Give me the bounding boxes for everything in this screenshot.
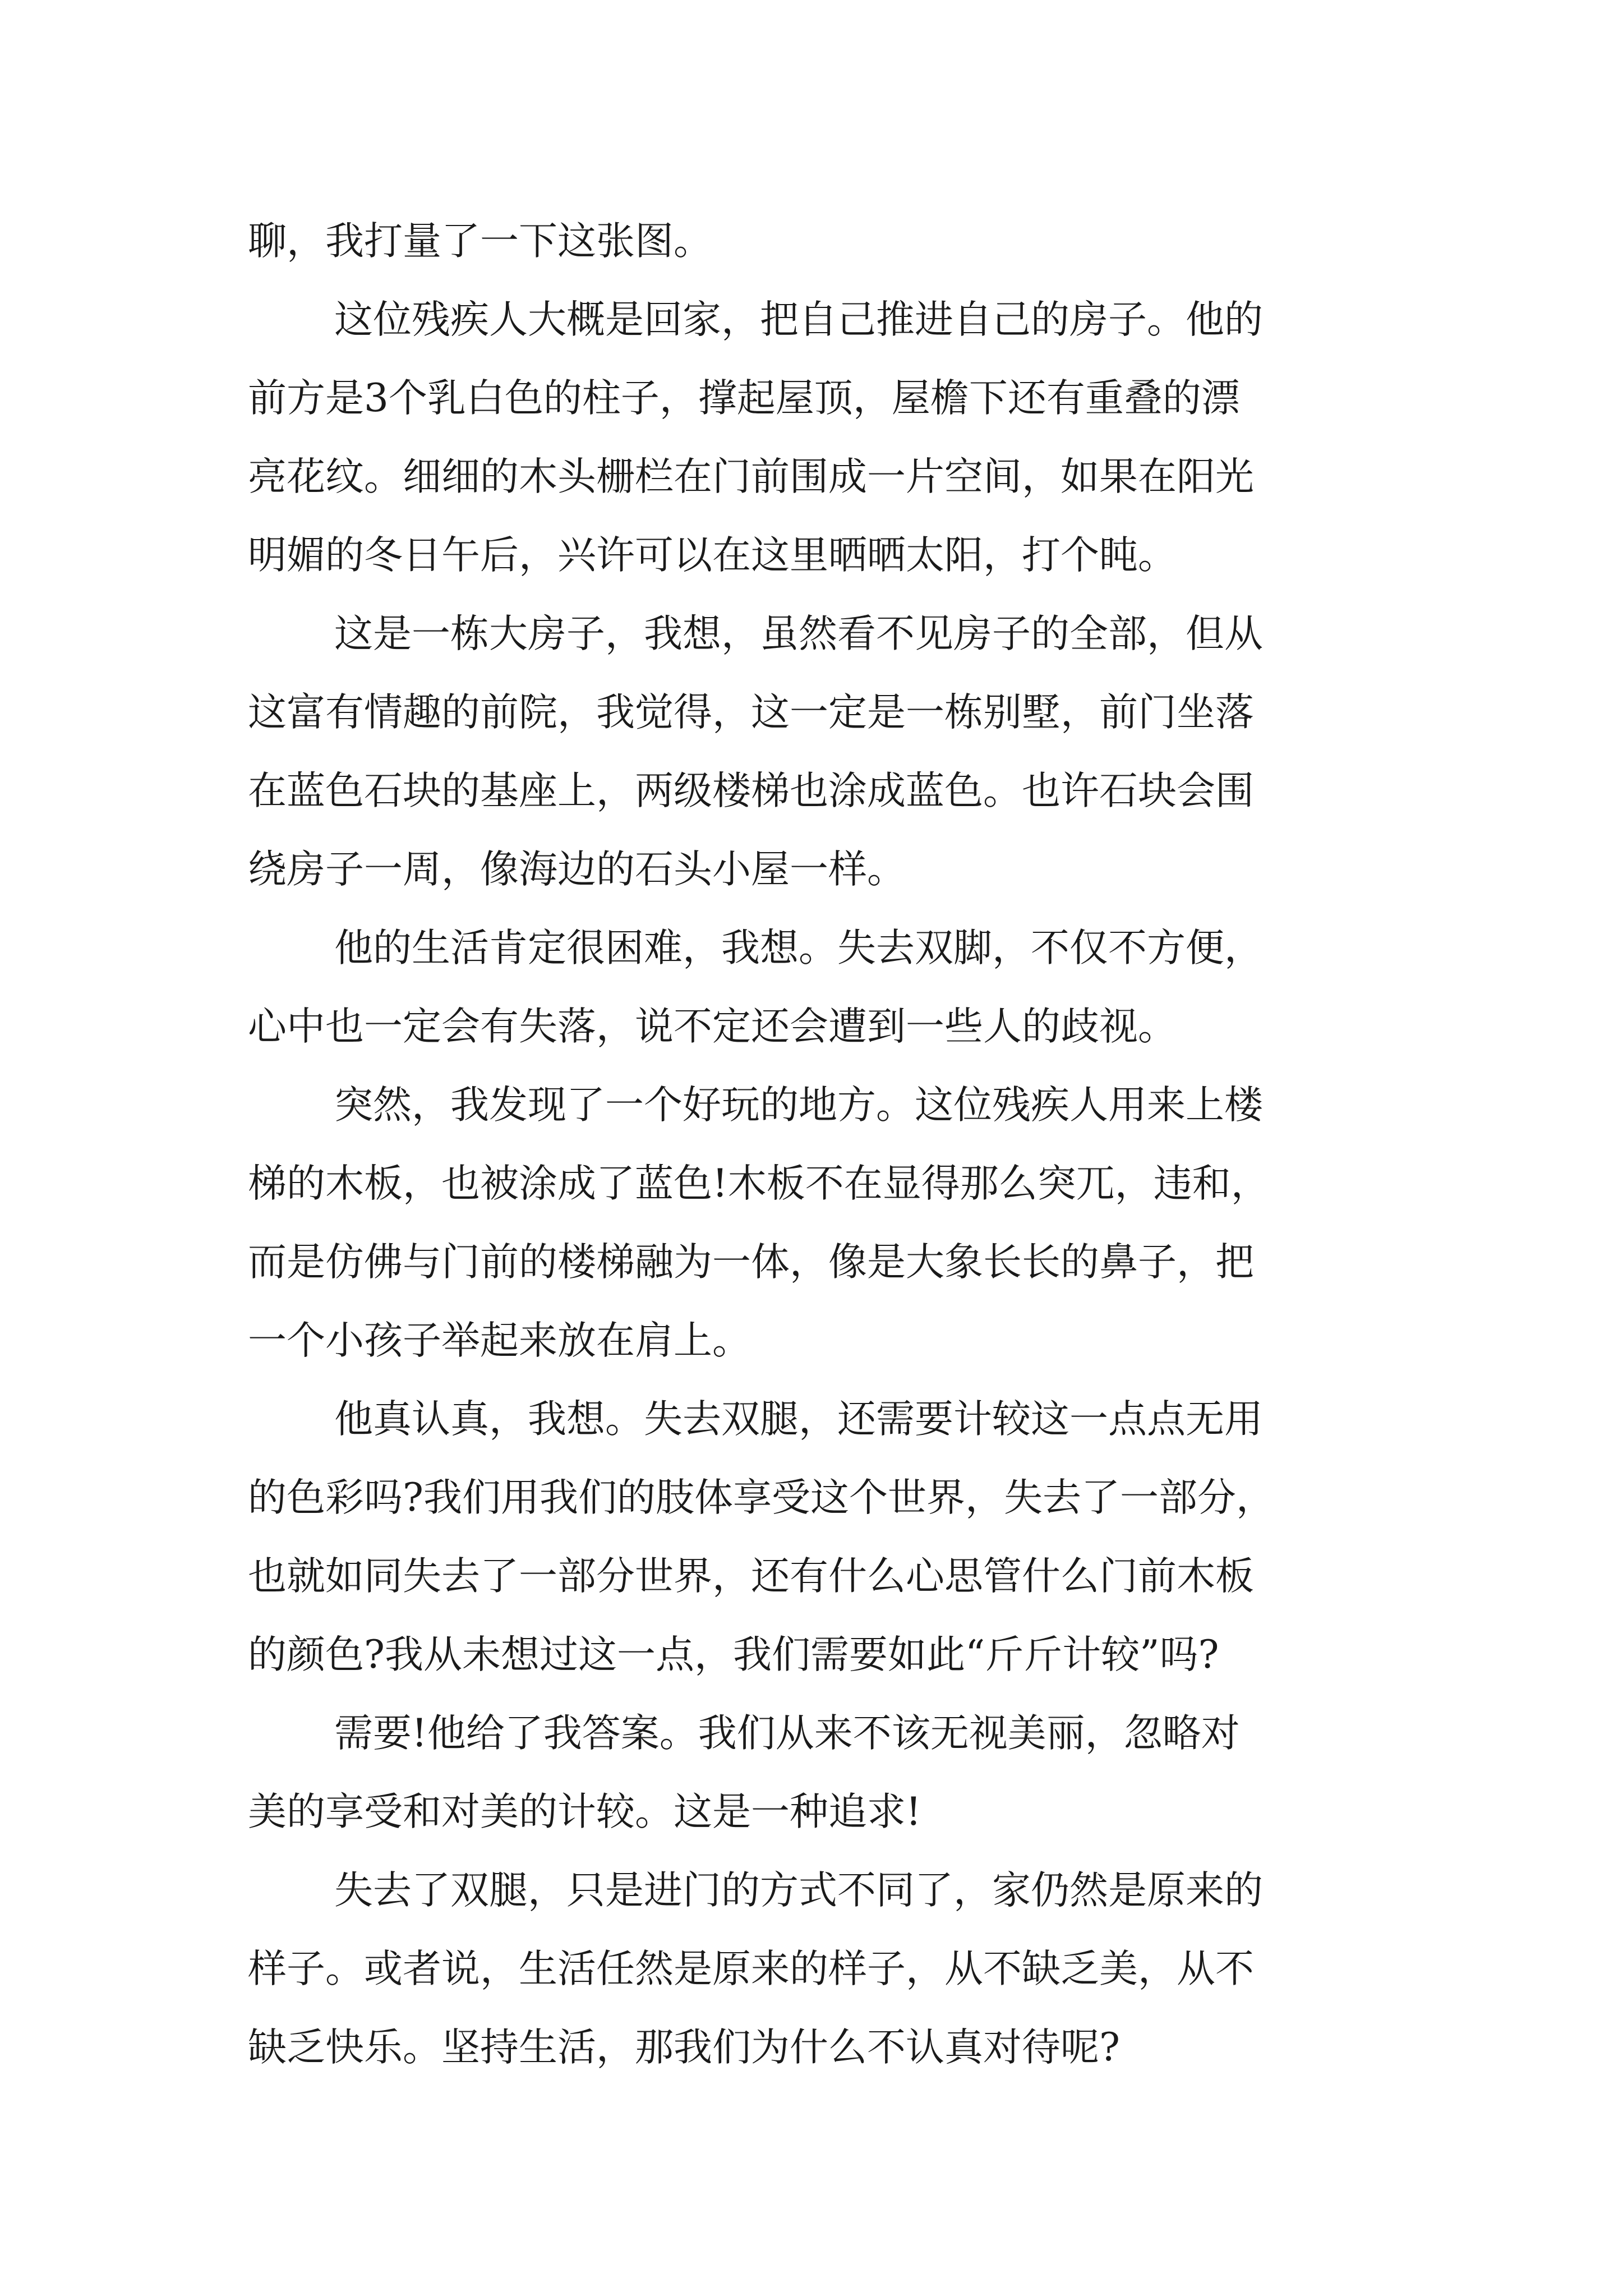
- text-line: 亮花纹。细细的木头栅栏在门前围成一片空间，如果在阳光: [248, 454, 1254, 499]
- paragraph-first-line: 失去了双腿，只是进门的方式不同了，家仍然是原来的: [334, 1868, 1263, 1913]
- text-line: 在蓝色石块的基座上，两级楼梯也涂成蓝色。也许石块会围: [248, 769, 1254, 813]
- text-line: 明媚的冬日午后，兴许可以在这里晒晒太阳，打个盹。: [248, 533, 1177, 578]
- paragraph-first-line: 需要!他给了我答案。我们从来不该无视美丽，忽略对: [334, 1711, 1240, 1756]
- text-line: 缺乏快乐。坚持生活，那我们为什么不认真对待呢?: [248, 2025, 1120, 2070]
- text-line: 也就如同失去了一部分世界，还有什么心思管什么门前木板: [248, 1554, 1254, 1599]
- text-line: 的颜色?我从未想过这一点，我们需要如此“斤斤计较”吗?: [248, 1632, 1219, 1677]
- text-line: 一个小孩子举起来放在肩上。: [248, 1318, 751, 1363]
- paragraph-first-line: 这是一栋大房子，我想，虽然看不见房子的全部，但从: [334, 611, 1263, 656]
- text-line: 而是仿佛与门前的楼梯融为一体，像是大象长长的鼻子，把: [248, 1240, 1254, 1285]
- paragraph-first-line: 他真认真，我想。失去双腿，还需要计较这一点点无用: [334, 1397, 1263, 1442]
- text-line: 绕房子一周，像海边的石头小屋一样。: [248, 847, 906, 892]
- text-line: 梯的木板，也被涂成了蓝色!木板不在显得那么突兀，违和，: [248, 1161, 1270, 1206]
- paragraph-first-line: 突然，我发现了一个好玩的地方。这位残疾人用来上楼: [334, 1083, 1263, 1128]
- text-line: 聊，我打量了一下这张图。: [248, 219, 712, 264]
- text-line: 前方是3个乳白色的柱子，撑起屋顶，屋檐下还有重叠的漂: [248, 376, 1240, 421]
- text-line: 这富有情趣的前院，我觉得，这一定是一栋别墅，前门坐落: [248, 690, 1254, 735]
- text-line: 的色彩吗?我们用我们的肢体享受这个世界，失去了一部分，: [248, 1475, 1275, 1520]
- text-line: 样子。或者说，生活任然是原来的样子，从不缺乏美，从不: [248, 1947, 1254, 1991]
- paragraph-first-line: 他的生活肯定很困难，我想。失去双脚，不仅不方便，: [334, 926, 1263, 970]
- paragraph-first-line: 这位残疾人大概是回家，把自己推进自己的房子。他的: [334, 297, 1263, 342]
- text-line: 心中也一定会有失落，说不定还会遭到一些人的歧视。: [248, 1004, 1177, 1049]
- text-line: 美的享受和对美的计较。这是一种追求!: [248, 1789, 921, 1834]
